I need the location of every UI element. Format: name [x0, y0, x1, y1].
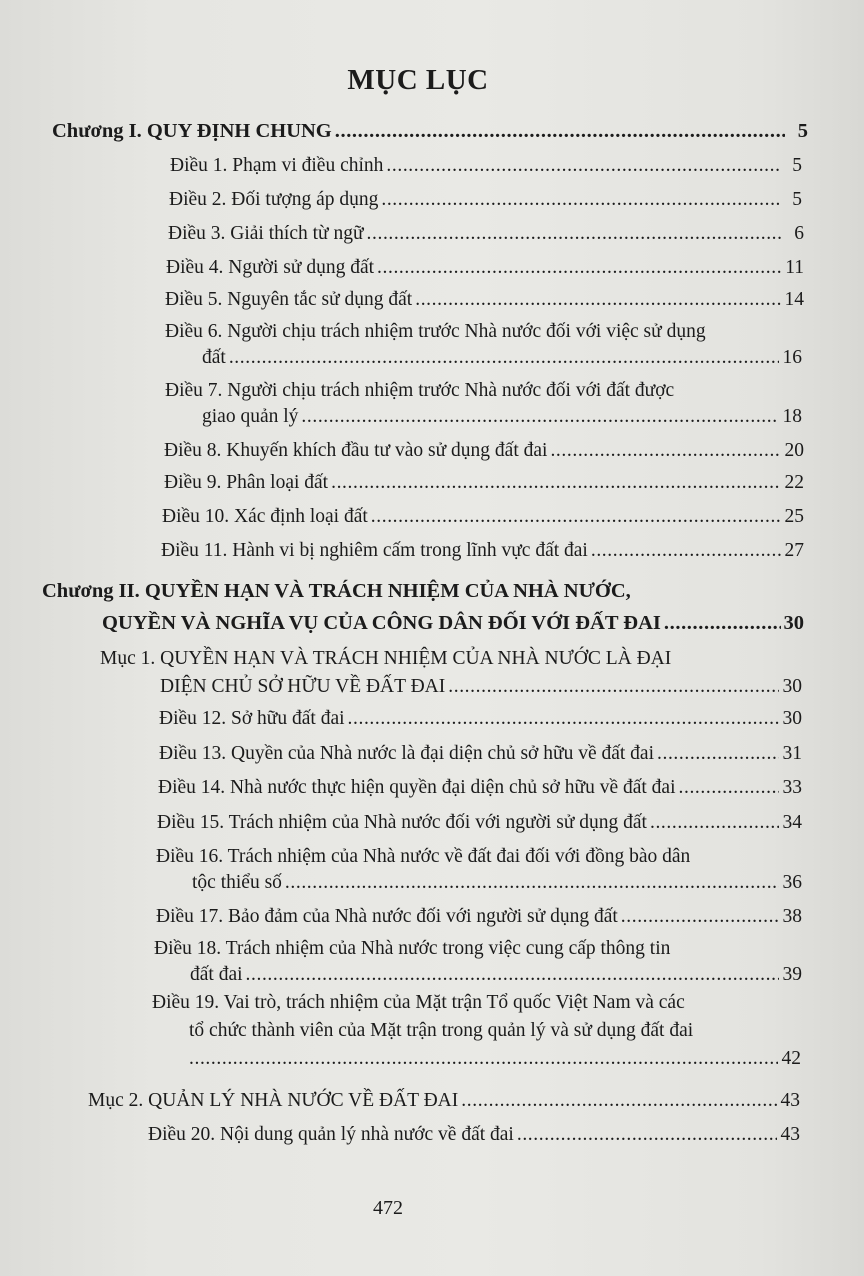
toc-entry-page: 20 [784, 440, 804, 461]
toc-entry-text: Điều 17. Bảo đảm của Nhà nước đối với người sử dụng đất [156, 906, 618, 927]
toc-entry-page: 33 [782, 777, 802, 798]
toc-entry-page: 14 [784, 289, 804, 310]
toc-entry-article-16-line1: Điều 16. Trách nhiệm của Nhà nước về đất đai đối với đồng bào dân [156, 846, 691, 867]
toc-entry-page: 34 [782, 812, 802, 833]
toc-entry-page: 31 [782, 743, 802, 764]
toc-dot-leader [650, 812, 779, 834]
toc-entry-page: 22 [784, 472, 804, 493]
toc-entry-text: đất đai [190, 964, 243, 985]
toc-entry-page: 18 [782, 406, 802, 427]
toc-entry-text: Điều 3. Giải thích từ ngữ [168, 223, 364, 244]
toc-entry-text: Mục 2. QUẢN LÝ NHÀ NƯỚC VỀ ĐẤT ĐAI [88, 1090, 459, 1111]
toc-entry-article-6 [202, 347, 802, 369]
toc-entry-article-8 [164, 440, 804, 462]
toc-dot-leader [664, 612, 781, 635]
toc-dot-leader [189, 1048, 778, 1070]
toc-entry-article-18-line1: Điều 18. Trách nhiệm của Nhà nước trong việc cung cấp thông tin [154, 938, 671, 959]
toc-entry-text: Điều 1. Phạm vi điều chỉnh [170, 155, 384, 176]
toc-entry-section-2 [88, 1090, 800, 1112]
toc-entry-page: 39 [782, 964, 802, 985]
toc-entry-text: Điều 5. Nguyên tắc sử dụng đất [165, 289, 413, 310]
toc-entry-page: 6 [794, 223, 804, 244]
toc-entry-article-12 [159, 708, 802, 730]
toc-entry-chapter-1 [52, 120, 808, 143]
toc-dot-leader [621, 906, 779, 928]
toc-dot-leader [591, 540, 781, 562]
toc-entry-article-15 [157, 812, 802, 834]
toc-dot-leader [377, 257, 781, 279]
toc-entry-text: tộc thiểu số [192, 872, 282, 893]
toc-dot-leader [381, 189, 779, 211]
toc-entry-page: 30 [782, 676, 802, 697]
toc-entry-article-16 [192, 872, 802, 894]
toc-entry-article-19-line1: Điều 19. Vai trò, trách nhiệm của Mặt trận Tổ quốc Việt Nam và các [152, 992, 685, 1013]
toc-entry-text: Điều 2. Đối tượng áp dụng [169, 189, 379, 210]
toc-entry-page: 30 [782, 708, 802, 729]
toc-entry-article-1 [170, 155, 802, 177]
toc-entry-page: 42 [781, 1048, 801, 1069]
toc-entry-text: Điều 9. Phân loại đất [164, 472, 329, 493]
toc-dot-leader [229, 347, 779, 369]
toc-dot-leader [348, 708, 779, 730]
toc-dot-leader [246, 964, 779, 986]
toc-entry-article-19-line2: tổ chức thành viên của Mặt trận trong quản lý và sử dụng đất đai [189, 1020, 694, 1041]
toc-dot-leader [461, 1090, 777, 1112]
toc-entry-article-20 [148, 1124, 800, 1146]
toc-entry-page: 25 [784, 506, 804, 527]
toc-dot-leader [285, 872, 779, 894]
toc-entry-article-18 [190, 964, 802, 986]
toc-entry-text: giao quản lý [202, 406, 299, 427]
toc-entry-chapter-2-line1: Chương II. QUYỀN HẠN VÀ TRÁCH NHIỆM CỦA NHÀ NƯỚC, [42, 580, 631, 602]
toc-entry-text: Điều 12. Sở hữu đất đai [159, 708, 345, 729]
toc-entry-chapter-2 [102, 612, 804, 635]
toc-entry-page: 16 [782, 347, 802, 368]
toc-entry-section-1 [160, 676, 802, 698]
toc-entry-text: Chương I. QUY ĐỊNH CHUNG [52, 120, 332, 142]
toc-dot-leader [371, 506, 781, 528]
toc-entry-page: 5 [792, 155, 802, 176]
toc-dot-leader [415, 289, 781, 311]
toc-entry-page: 43 [780, 1124, 800, 1145]
page-title: MỤC LỤC [347, 64, 489, 96]
toc-entry-text: DIỆN CHỦ SỞ HỮU VỀ ĐẤT ĐAI [160, 676, 446, 697]
toc-dot-leader [335, 120, 785, 143]
toc-entry-text: đất [202, 347, 226, 368]
toc-entry-article-17 [156, 906, 802, 928]
toc-dot-leader [448, 676, 779, 698]
page-number: 472 [373, 1197, 403, 1219]
toc-entry-page: 5 [797, 120, 808, 142]
toc-dot-leader [550, 440, 781, 462]
toc-dot-leader [517, 1124, 777, 1146]
toc-entry-text: Điều 8. Khuyến khích đầu tư vào sử dụng đất đai [164, 440, 548, 461]
toc-dot-leader [386, 155, 779, 177]
toc-entry-page: 11 [785, 257, 804, 278]
toc-dot-leader [657, 743, 779, 765]
toc-entry-text: Điều 11. Hành vi bị nghiêm cấm trong lĩnh vực đất đai [161, 540, 588, 561]
toc-entry-page: 36 [782, 872, 802, 893]
toc-entry-article-11 [161, 540, 804, 562]
toc-entry-page: 38 [782, 906, 802, 927]
toc-entry-text: Điều 4. Người sử dụng đất [166, 257, 375, 278]
toc-entry-article-7 [202, 406, 802, 428]
toc-entry-article-14 [158, 777, 802, 799]
toc-entry-article-3 [168, 223, 804, 245]
toc-dot-leader [301, 406, 779, 428]
toc-entry-article-19 [189, 1048, 801, 1070]
toc-entry-text: Điều 14. Nhà nước thực hiện quyền đại diện chủ sở hữu về đất đai [158, 777, 676, 798]
toc-entry-page: 27 [784, 540, 804, 561]
toc-dot-leader [331, 472, 781, 494]
toc-entry-article-7-line1: Điều 7. Người chịu trách nhiệm trước Nhà nước đối với đất được [165, 380, 675, 401]
toc-dot-leader [367, 223, 781, 245]
toc-entry-article-6-line1: Điều 6. Người chịu trách nhiệm trước Nhà nước đối với việc sử dụng [165, 321, 706, 342]
toc-entry-text: Điều 15. Trách nhiệm của Nhà nước đối với người sử dụng đất [157, 812, 647, 833]
toc-entry-article-4 [166, 257, 804, 279]
toc-entry-text: QUYỀN VÀ NGHĨA VỤ CỦA CÔNG DÂN ĐỐI VỚI ĐẤT ĐAI [102, 612, 661, 634]
toc-entry-article-10 [162, 506, 804, 528]
toc-entry-text: Điều 10. Xác định loại đất [162, 506, 368, 527]
toc-entry-page: 43 [780, 1090, 800, 1111]
toc-dot-leader [679, 777, 780, 799]
toc-entry-text: Điều 20. Nội dung quản lý nhà nước về đất đai [148, 1124, 514, 1145]
toc-entry-page: 5 [792, 189, 802, 210]
toc-entry-article-13 [159, 743, 802, 765]
toc-entry-section-1-line1: Mục 1. QUYỀN HẠN VÀ TRÁCH NHIỆM CỦA NHÀ NƯỚC LÀ ĐẠI [100, 648, 672, 669]
toc-entry-text: Điều 13. Quyền của Nhà nước là đại diện chủ sở hữu về đất đai [159, 743, 654, 764]
toc-entry-article-9 [164, 472, 804, 494]
toc-entry-article-2 [169, 189, 802, 211]
toc-entry-page: 30 [783, 612, 804, 634]
toc-entry-article-5 [165, 289, 804, 311]
